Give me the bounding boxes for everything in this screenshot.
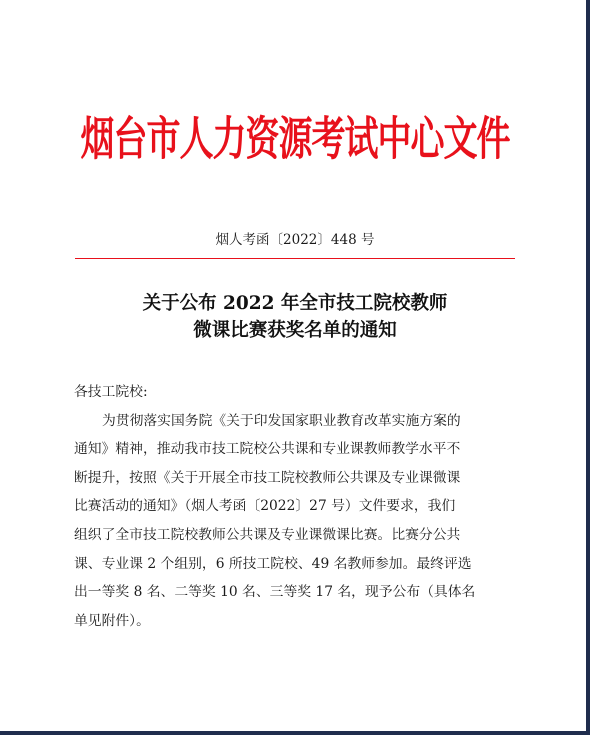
notice-title: [0, 290, 590, 344]
notice-title-line-2: 微课比赛获奖名单的通知: [193, 320, 397, 341]
document-number: 烟人考函〔2022〕448 号: [215, 232, 375, 248]
notice-body: [74, 378, 520, 635]
notice-title-line-1: 关于公布 2022 年全市技工院校教师: [142, 293, 448, 314]
body-line: 为贯彻落实国务院《关于印发国家职业教育改革实施方案的: [102, 412, 461, 429]
body-line: 组织了全市技工院校教师公共课及专业课微课比赛。比赛分公共: [74, 526, 461, 543]
body-line: 通知》精神，推动我市技工院校公共课和专业课教师教学水平不: [74, 441, 461, 458]
body-line: 出一等奖 8 名、二等奖 10 名、三等奖 17 名，现予公布（具体名: [74, 584, 476, 601]
body-line: 断提升，按照《关于开展全市技工院校教师公共课及专业课微课: [74, 469, 461, 486]
salutation: 各技工院校:: [74, 384, 148, 400]
body-line: 单见附件）。: [74, 612, 150, 629]
body-line: 课、专业课 2 个组别，6 所技工院校、49 名教师参加。最终评选: [74, 555, 472, 572]
body-line: 比赛活动的通知》（烟人考函〔2022〕27 号）文件要求，我们: [74, 498, 456, 515]
red-divider-line: [75, 258, 515, 259]
issuer-header-title: 烟台市人力资源考试中心文件: [80, 112, 510, 167]
